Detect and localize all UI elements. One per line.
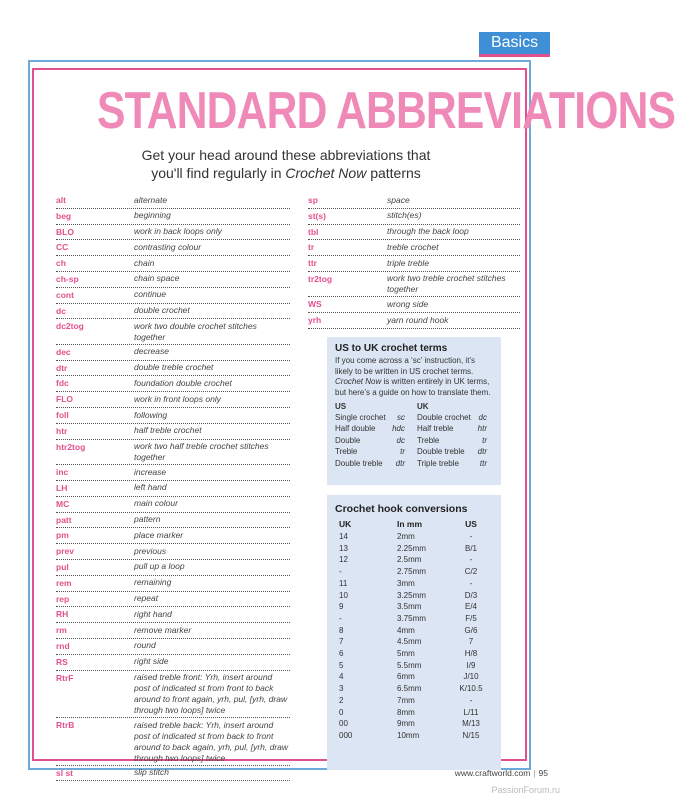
abbreviation-row: [56, 623, 290, 639]
hook-uk-size: 2: [339, 695, 344, 705]
terms-row-us: [335, 412, 411, 423]
terms-row-uk: [417, 458, 493, 469]
hook-us-size: N/15: [462, 730, 480, 740]
hook-us-size: K/10.5: [459, 684, 483, 694]
abbreviation-row: [56, 376, 290, 392]
hook-mm-size: 3.5mm: [397, 602, 422, 612]
terms-intro-magazine: Crochet Now: [335, 377, 382, 386]
abbreviation-row: [308, 225, 520, 241]
abbreviation-code: pul: [56, 561, 69, 572]
abbreviation-row: [308, 240, 520, 256]
abbreviation-list-left: [56, 193, 290, 781]
hooks-box-title: Crochet hook conversions: [335, 503, 468, 515]
terms-us-header: US: [335, 402, 347, 411]
abbreviation-row: [56, 655, 290, 671]
hook-us-size: H/8: [464, 649, 478, 659]
hooks-header-row: [327, 517, 501, 531]
term-name: Treble: [335, 447, 358, 457]
abbreviation-row: [308, 209, 520, 225]
abbreviation-row: [56, 513, 290, 529]
hook-uk-size: 000: [339, 730, 353, 740]
abbreviation-meaning: right hand: [134, 608, 172, 619]
abbreviation-code: RH: [56, 609, 69, 620]
term-name: Double crochet: [417, 413, 471, 422]
abbreviation-meaning: alternate: [134, 194, 168, 205]
abbreviation-code: dc: [56, 305, 66, 316]
abbreviation-code: rem: [56, 577, 72, 588]
hook-mm-size: 4.5mm: [397, 637, 422, 647]
hook-size-row: [327, 625, 501, 637]
page-number: 95: [538, 768, 548, 778]
hook-us-size: I/9: [466, 660, 476, 670]
abbreviation-row: [308, 256, 520, 272]
abbreviation-code: htr: [56, 425, 68, 436]
hook-us-size: -: [469, 532, 473, 541]
abbreviation-code: tbl: [308, 226, 319, 237]
abbreviation-meaning: slip stitch: [134, 767, 169, 778]
abbreviation-meaning: chain: [134, 257, 155, 268]
abbreviation-meaning: work two double crochet stitches together: [134, 320, 257, 342]
hook-us-size: E/4: [464, 602, 477, 612]
hook-mm-size: 2mm: [397, 532, 415, 541]
abbreviation-meaning: space: [387, 194, 410, 205]
abbreviation-meaning: place marker: [134, 529, 184, 540]
term-abbreviation: hdc: [392, 424, 405, 434]
terms-intro-part-2: is written entirely in UK terms, but here’s a guide on how to translate them.: [335, 377, 491, 397]
term-name: Double treble: [417, 447, 465, 457]
abbreviation-row: [56, 718, 290, 766]
hook-uk-size: 3: [339, 684, 344, 694]
hook-uk-size: 13: [339, 543, 348, 553]
hooks-header-us: US: [465, 519, 477, 529]
hooks-header-mm: In mm: [397, 519, 423, 529]
hook-us-size: M/13: [462, 719, 480, 729]
abbreviation-code: dtr: [56, 362, 68, 373]
abbreviation-code: st(s): [308, 210, 326, 221]
abbreviation-row: [56, 288, 290, 304]
abbreviation-row: [56, 209, 290, 225]
hook-us-size: -: [469, 578, 473, 588]
abbreviation-row: [56, 272, 290, 288]
abbreviation-code: tr2tog: [308, 273, 333, 284]
term-abbreviation: dc: [396, 435, 405, 445]
abbreviation-row: [56, 424, 290, 440]
term-name: Double: [335, 435, 361, 445]
abbreviation-code: rnd: [56, 640, 70, 651]
abbreviation-row: [308, 272, 520, 298]
abbreviation-meaning: remove marker: [134, 624, 192, 635]
abbreviation-code: tr: [308, 242, 315, 253]
terms-row-us: [335, 446, 411, 457]
us-uk-terms-box: [327, 337, 501, 485]
abbreviation-row: [56, 576, 290, 592]
abbreviation-meaning: round: [134, 640, 156, 651]
hook-uk-size: 14: [339, 532, 348, 541]
abbreviation-meaning: decrease: [134, 346, 169, 357]
abbreviation-row: [56, 193, 290, 209]
abbreviation-row: [56, 304, 290, 320]
abbreviation-meaning: raised treble front: Yrh, insert around post of indicated st from front to back around to front again, yrh, pul, [yrh, draw through two loops] twice: [134, 672, 288, 716]
hook-mm-size: 5mm: [397, 649, 415, 659]
hook-uk-size: 7: [339, 637, 344, 647]
hook-mm-size: 2.5mm: [397, 555, 422, 565]
abbreviation-row: [56, 592, 290, 608]
hook-us-size: L/11: [463, 707, 479, 717]
hook-uk-size: 0: [339, 707, 344, 717]
term-abbreviation: ttr: [479, 458, 487, 468]
abbreviation-meaning: work two half treble crochet stitches together: [134, 441, 269, 463]
abbreviation-meaning: raised treble back: Yrh, insert around post of indicated st from back to front around to back again, yrh, pul, [yrh, draw through two loops] twice: [134, 719, 289, 763]
hook-uk-size: 6: [339, 649, 344, 659]
abbreviation-code: cont: [56, 289, 74, 300]
hook-size-row: [327, 707, 501, 719]
abbreviation-meaning: work two treble crochet stitches together: [387, 273, 506, 295]
abbreviation-meaning: left hand: [134, 482, 167, 493]
abbreviation-row: [56, 544, 290, 560]
hook-mm-size: 4mm: [397, 625, 415, 635]
hook-mm-size: 9mm: [397, 719, 415, 729]
abbreviation-meaning: double crochet: [134, 305, 190, 316]
abbreviation-code: alt: [56, 195, 66, 205]
abbreviation-meaning: wrong side: [387, 298, 429, 309]
hooks-header-uk: UK: [339, 519, 352, 529]
hook-size-row: [327, 660, 501, 672]
abbreviation-code: ch: [56, 258, 66, 269]
abbreviation-code: sl st: [56, 767, 74, 778]
term-abbreviation: dtr: [395, 458, 405, 468]
abbreviation-row: [56, 345, 290, 361]
abbreviation-row: [56, 671, 290, 719]
abbreviation-code: inc: [56, 467, 69, 478]
watermark: PassionForum.ru: [491, 785, 560, 795]
abbreviation-row: [56, 481, 290, 497]
subtitle: [96, 146, 476, 182]
terms-intro-part-1: If you come across a ‘sc’ instruction, it’s likely to be written in US crochet terms.: [335, 356, 476, 376]
abbreviation-meaning: yarn round hook: [387, 314, 449, 325]
abbreviation-code: pm: [56, 530, 69, 541]
term-name: Half treble: [417, 424, 454, 434]
subtitle-line-1: Get your head around these abbreviations that: [141, 147, 431, 163]
abbreviation-code: rep: [56, 593, 70, 604]
section-tab: Basics: [479, 32, 550, 54]
hook-uk-size: 4: [339, 672, 344, 682]
abbreviation-row: [56, 408, 290, 424]
abbreviation-code: yrh: [308, 315, 322, 326]
abbreviation-code: CC: [56, 242, 69, 253]
hook-size-row: [327, 671, 501, 683]
term-name: Half double: [335, 424, 376, 434]
terms-row-uk: [417, 423, 493, 434]
hook-uk-size: 5: [339, 660, 344, 670]
hook-us-size: 7: [468, 637, 474, 647]
abbreviation-code: LH: [56, 482, 68, 493]
term-abbreviation: dc: [478, 413, 487, 422]
hook-size-row: [327, 601, 501, 613]
abbreviation-meaning: pattern: [134, 514, 161, 525]
hook-size-row: [327, 718, 501, 730]
abbreviation-row: [308, 193, 520, 209]
abbreviation-code: RtrB: [56, 720, 75, 731]
abbreviation-row: [56, 319, 290, 345]
term-abbreviation: sc: [397, 413, 405, 422]
abbreviation-code: ttr: [308, 258, 317, 269]
hook-mm-size: 8mm: [397, 707, 415, 717]
hook-mm-size: 7mm: [397, 695, 415, 705]
abbreviation-code: WS: [308, 299, 322, 310]
term-abbreviation: tr: [400, 447, 405, 457]
abbreviation-meaning: foundation double crochet: [134, 377, 232, 388]
hook-size-row: [327, 566, 501, 578]
abbreviation-code: patt: [56, 514, 72, 525]
terms-uk-header: UK: [417, 402, 429, 411]
abbreviation-row: [56, 528, 290, 544]
hook-us-size: C/2: [464, 567, 478, 577]
abbreviation-code: RtrF: [56, 672, 74, 683]
abbreviation-row: [56, 440, 290, 466]
hook-mm-size: 6.5mm: [397, 684, 422, 694]
section-tab-underline: [479, 54, 550, 57]
abbreviation-row: [56, 256, 290, 272]
abbreviation-row: [56, 392, 290, 408]
abbreviation-meaning: increase: [134, 466, 167, 477]
abbreviation-meaning: triple treble: [387, 257, 430, 268]
hook-uk-size: 8: [339, 625, 344, 635]
term-abbreviation: htr: [477, 424, 487, 434]
hook-size-row: [327, 683, 501, 695]
hook-mm-size: 3.75mm: [397, 613, 426, 623]
hook-mm-size: 10mm: [397, 730, 420, 740]
abbreviation-row: [56, 225, 290, 241]
abbreviation-meaning: previous: [134, 545, 167, 556]
abbreviation-meaning: double treble crochet: [134, 362, 214, 373]
page-footer: [455, 768, 548, 778]
hook-size-row: [327, 730, 501, 742]
terms-grid: [327, 398, 501, 469]
abbreviation-meaning: chain space: [134, 273, 180, 284]
hook-size-row: [327, 543, 501, 555]
subtitle-line-2-post: patterns: [370, 165, 421, 181]
magazine-name: Crochet Now: [285, 165, 367, 181]
abbreviation-meaning: beginning: [134, 210, 171, 221]
hook-uk-size: -: [339, 613, 342, 623]
subtitle-line-2-pre: you'll find regularly in: [151, 165, 282, 181]
abbreviation-row: [56, 560, 290, 576]
hook-us-size: -: [469, 695, 473, 705]
hook-size-row: [327, 531, 501, 543]
abbreviation-code: MC: [56, 498, 70, 509]
abbreviation-meaning: work in front loops only: [134, 393, 221, 404]
abbreviation-meaning: through the back loop: [387, 226, 469, 237]
hook-size-row: [327, 636, 501, 648]
abbreviation-meaning: contrasting colour: [134, 241, 202, 252]
terms-row-uk: [417, 446, 493, 457]
abbreviation-meaning: right side: [134, 656, 169, 667]
hooks-rows: [327, 531, 501, 742]
terms-row-us: [335, 435, 411, 446]
abbreviation-code: prev: [56, 546, 74, 557]
term-name: Double treble: [335, 458, 383, 468]
hook-mm-size: 2.75mm: [397, 567, 426, 577]
hook-mm-size: 5.5mm: [397, 660, 422, 670]
abbreviation-row: [56, 361, 290, 377]
abbreviation-code: rm: [56, 625, 67, 636]
hook-size-row: [327, 578, 501, 590]
hook-uk-size: -: [339, 567, 342, 577]
term-abbreviation: dtr: [477, 447, 487, 457]
abbreviation-meaning: continue: [134, 289, 167, 300]
hook-size-row: [327, 695, 501, 707]
hook-size-row: [327, 554, 501, 566]
abbreviation-meaning: pull up a loop: [134, 561, 185, 572]
hook-mm-size: 3.25mm: [397, 590, 426, 600]
footer-separator: |: [533, 768, 536, 778]
hook-us-size: G/6: [464, 625, 478, 635]
abbreviation-meaning: repeat: [134, 593, 159, 604]
term-name: Single crochet: [335, 413, 386, 422]
abbreviation-code: htr2tog: [56, 441, 86, 452]
abbreviation-code: beg: [56, 210, 72, 221]
terms-column-uk: [417, 402, 493, 469]
term-name: Treble: [417, 435, 440, 445]
abbreviation-row: [56, 465, 290, 481]
hook-uk-size: 12: [339, 555, 348, 565]
abbreviation-row: [56, 639, 290, 655]
abbreviation-meaning: treble crochet: [387, 241, 439, 252]
hook-us-size: -: [469, 555, 473, 565]
hook-mm-size: 6mm: [397, 672, 415, 682]
abbreviation-code: dc2tog: [56, 321, 84, 332]
subtitle-line-2: [96, 164, 476, 182]
abbreviation-code: foll: [56, 410, 69, 421]
hook-us-size: J/10: [463, 672, 479, 682]
terms-column-us: [335, 402, 411, 469]
abbreviation-row: [56, 240, 290, 256]
abbreviation-row: [56, 766, 290, 782]
abbreviation-meaning: stitch(es): [387, 210, 422, 221]
terms-row-us: [335, 423, 411, 434]
terms-row-uk: [417, 412, 493, 423]
abbreviation-row: [308, 313, 520, 329]
abbreviation-row: [56, 607, 290, 623]
abbreviation-code: ch-sp: [56, 273, 79, 284]
abbreviation-code: FLO: [56, 394, 73, 405]
abbreviation-code: fdc: [56, 378, 69, 389]
hook-size-row: [327, 613, 501, 625]
terms-box-title: US to UK crochet terms: [335, 343, 448, 354]
hook-conversions-box: [327, 495, 501, 770]
abbreviation-row: [308, 297, 520, 313]
term-name: Triple treble: [417, 458, 459, 468]
abbreviation-code: RS: [56, 656, 68, 667]
hook-uk-size: 11: [339, 578, 348, 588]
abbreviation-meaning: work in back loops only: [134, 226, 222, 237]
abbreviation-meaning: half treble crochet: [134, 425, 202, 436]
hook-uk-size: 00: [339, 719, 348, 729]
terms-box-intro: [327, 356, 501, 398]
abbreviation-code: BLO: [56, 226, 74, 237]
page-title: STANDARD ABBREVIATIONS: [97, 82, 675, 140]
abbreviation-code: dec: [56, 346, 71, 357]
hook-us-size: F/5: [465, 613, 477, 623]
hook-us-size: D/3: [464, 590, 478, 600]
hook-us-size: B/1: [464, 543, 477, 553]
hook-size-row: [327, 590, 501, 602]
hook-size-row: [327, 648, 501, 660]
abbreviation-meaning: main colour: [134, 498, 178, 509]
terms-row-uk: [417, 435, 493, 446]
abbreviation-meaning: following: [134, 409, 168, 420]
terms-row-us: [335, 458, 411, 469]
abbreviation-code: sp: [308, 195, 318, 205]
hook-uk-size: 10: [339, 590, 348, 600]
hook-uk-size: 9: [339, 602, 344, 612]
abbreviation-meaning: remaining: [134, 577, 172, 588]
hook-mm-size: 3mm: [397, 578, 415, 588]
term-abbreviation: tr: [482, 435, 487, 445]
abbreviation-row: [56, 497, 290, 513]
hook-mm-size: 2.25mm: [397, 543, 426, 553]
abbreviation-list-right: [308, 193, 520, 329]
footer-site-link[interactable]: www.craftworld.com: [454, 768, 531, 778]
